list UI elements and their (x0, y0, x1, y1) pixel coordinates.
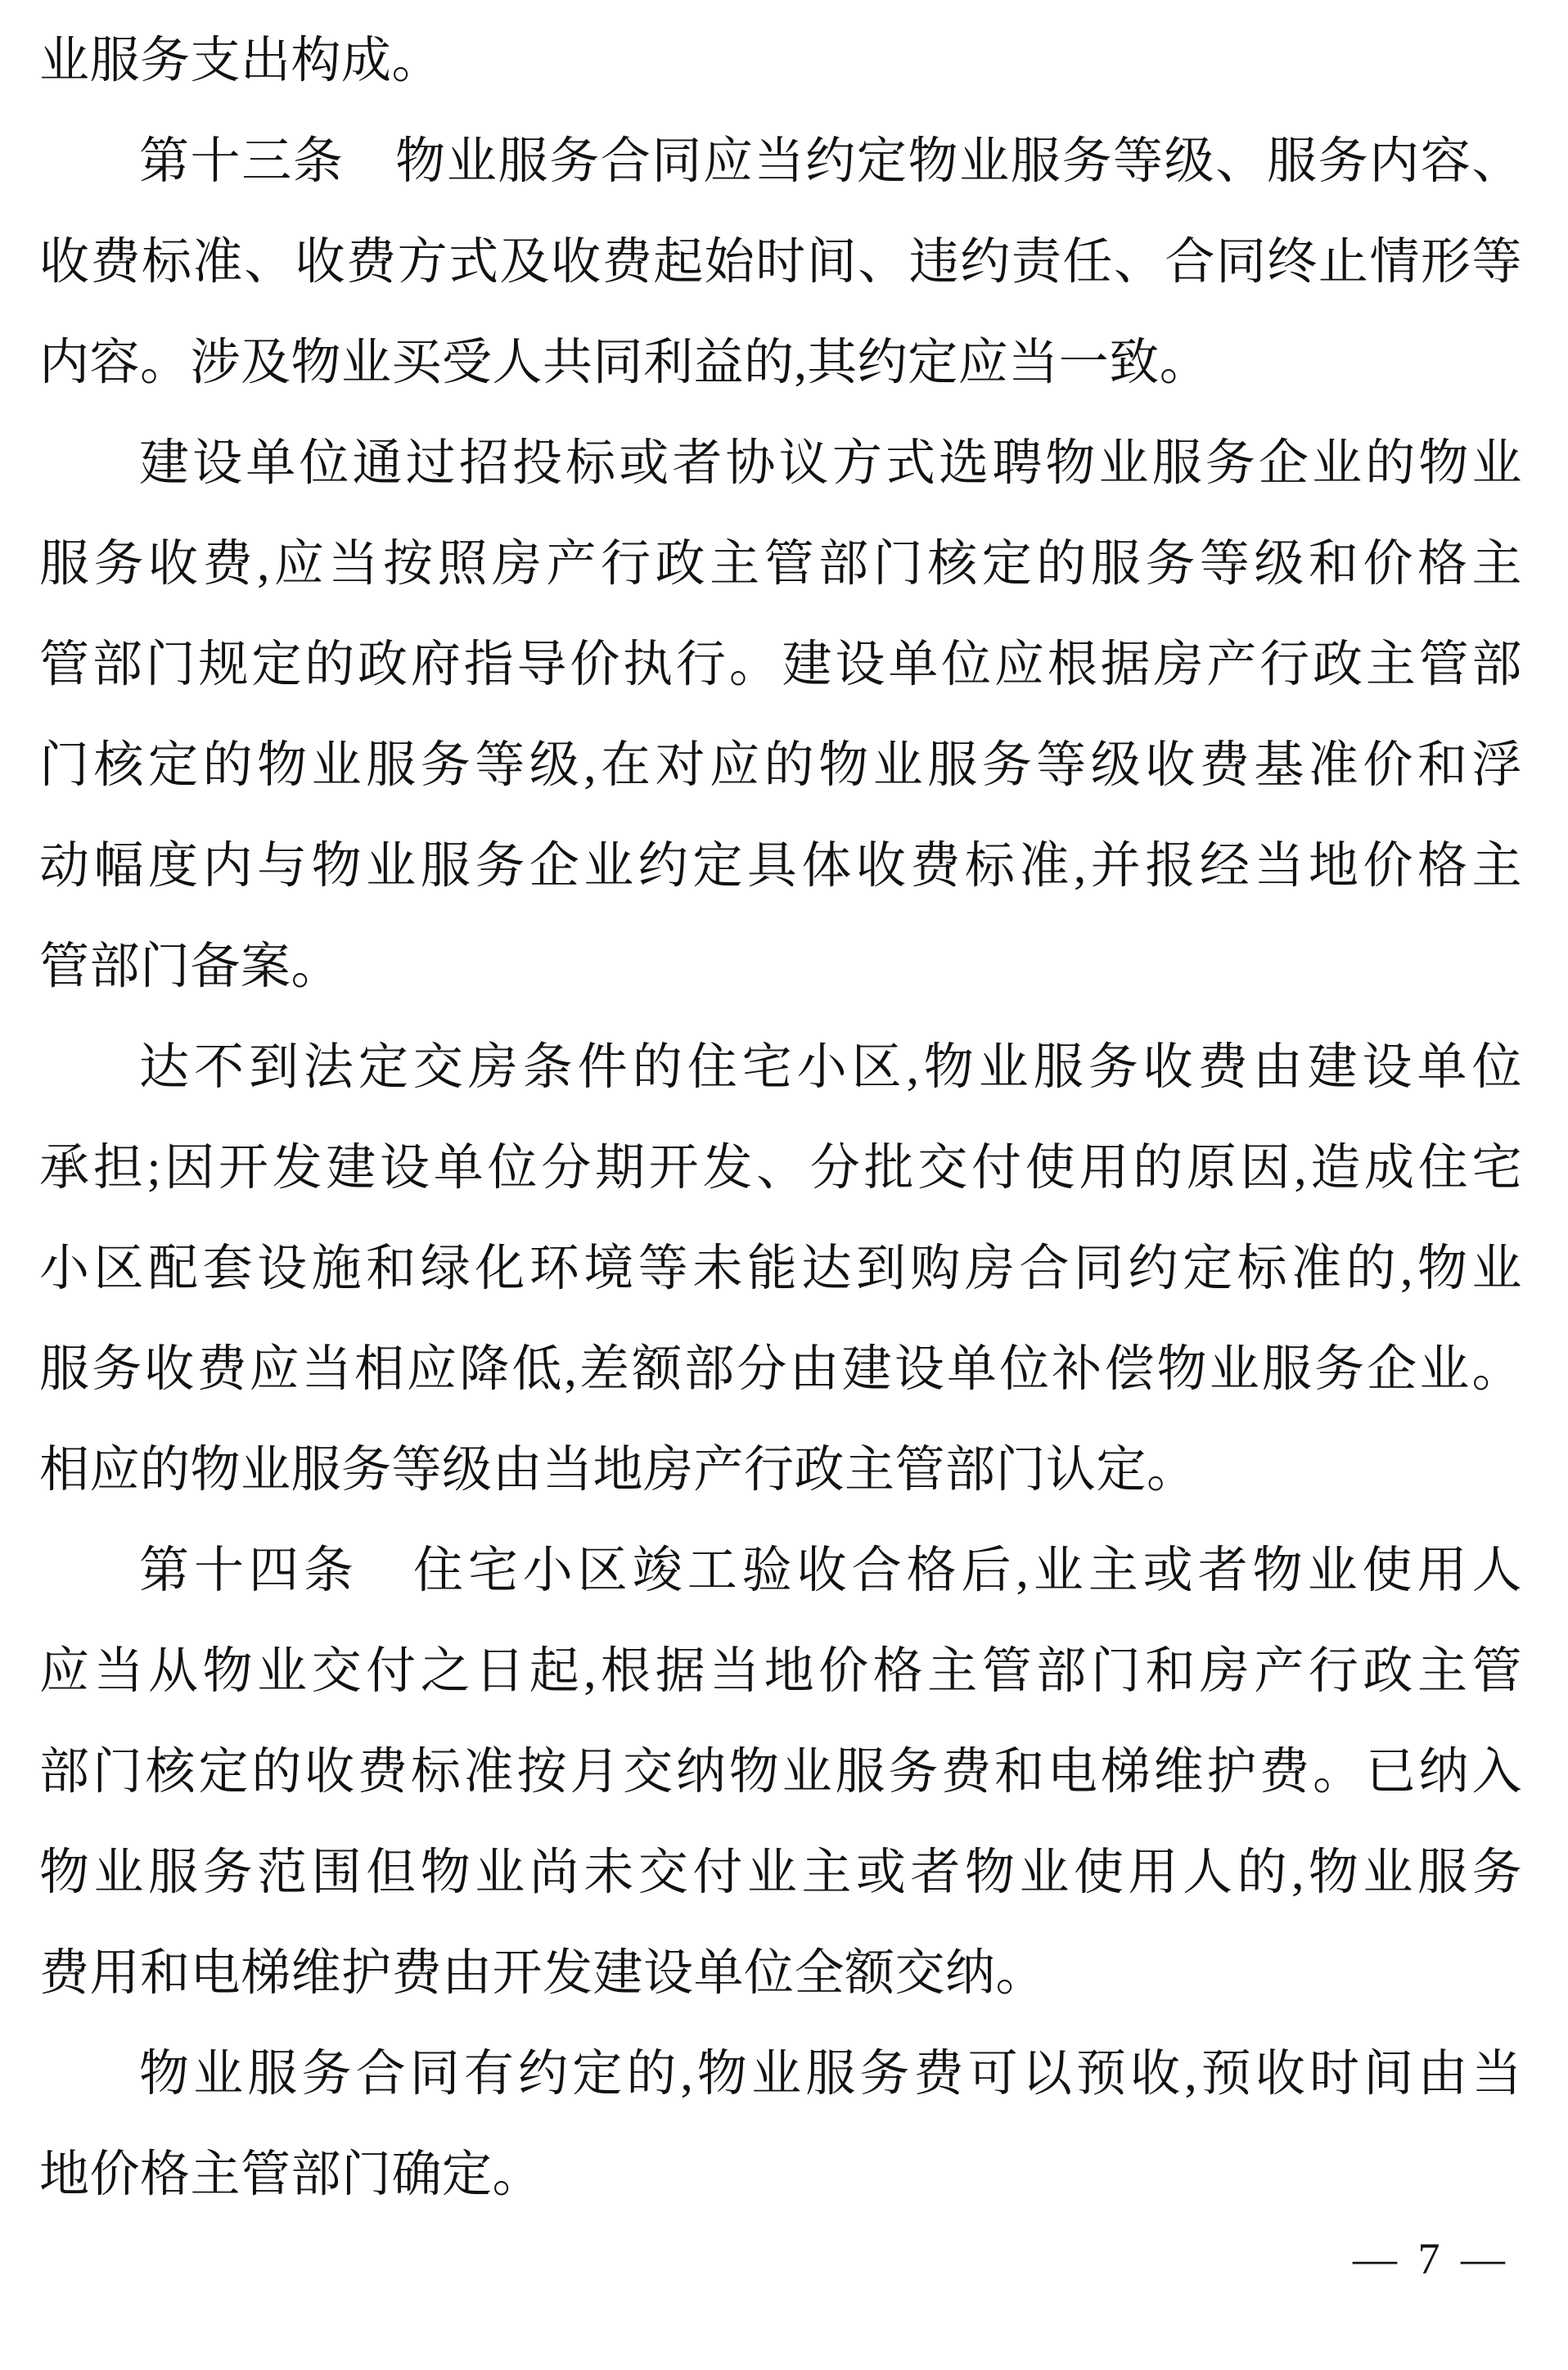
text-line: 动幅度内与物业服务企业约定具体收费标准,并报经当地价格主 (39, 839, 1522, 894)
text-line: 门核定的物业服务等级,在对应的物业服务等级收费基准价和浮 (39, 738, 1522, 793)
text-line: 建设单位通过招投标或者协议方式选聘物业服务企业的物业 (139, 436, 1522, 491)
text-line: 承担;因开发建设单位分期开发、分批交付使用的原因,造成住宅 (39, 1141, 1522, 1196)
text-line: 地价格主管部门确定。 (39, 2147, 543, 2202)
text-line: 相应的物业服务等级由当地房产行政主管部门认定。 (39, 1443, 1197, 1498)
text-line: 收费标准、收费方式及收费起始时间、违约责任、合同终止情形等 (39, 235, 1522, 290)
text-line: 费用和电梯维护费由开发建设单位全额交纳。 (39, 1946, 1047, 2001)
text-line: 业服务支出构成。 (39, 34, 443, 88)
text-line: 管部门规定的政府指导价执行。建设单位应根据房产行政主管部 (39, 638, 1522, 692)
document-body (39, 11, 1522, 2225)
text-line: 内容。涉及物业买受人共同利益的,其约定应当一致。 (39, 336, 1210, 390)
page-number: — 7 — (1353, 2234, 1510, 2283)
text-line: 物业服务范围但物业尚未交付业主或者物业使用人的,物业服务 (39, 1845, 1522, 1900)
text-line: 服务收费应当相应降低,差额部分由建设单位补偿物业服务企业。 (39, 1342, 1522, 1397)
text-line: 部门核定的收费标准按月交纳物业服务费和电梯维护费。已纳入 (39, 1745, 1522, 1800)
text-line: 达不到法定交房条件的住宅小区,物业服务收费由建设单位 (139, 1040, 1522, 1095)
text-line: 应当从物业交付之日起,根据当地价格主管部门和房产行政主管 (39, 1644, 1522, 1699)
text-line: 物业服务合同有约定的,物业服务费可以预收,预收时间由当 (139, 2047, 1522, 2102)
text-line: 服务收费,应当按照房产行政主管部门核定的服务等级和价格主 (39, 537, 1522, 592)
text-line: 第十四条 住宅小区竣工验收合格后,业主或者物业使用人 (139, 1543, 1522, 1598)
text-line: 管部门备案。 (39, 939, 342, 994)
text-line: 第十三条 物业服务合同应当约定物业服务等级、服务内容、 (139, 134, 1522, 189)
text-line: 小区配套设施和绿化环境等未能达到购房合同约定标准的,物业 (39, 1241, 1522, 1296)
